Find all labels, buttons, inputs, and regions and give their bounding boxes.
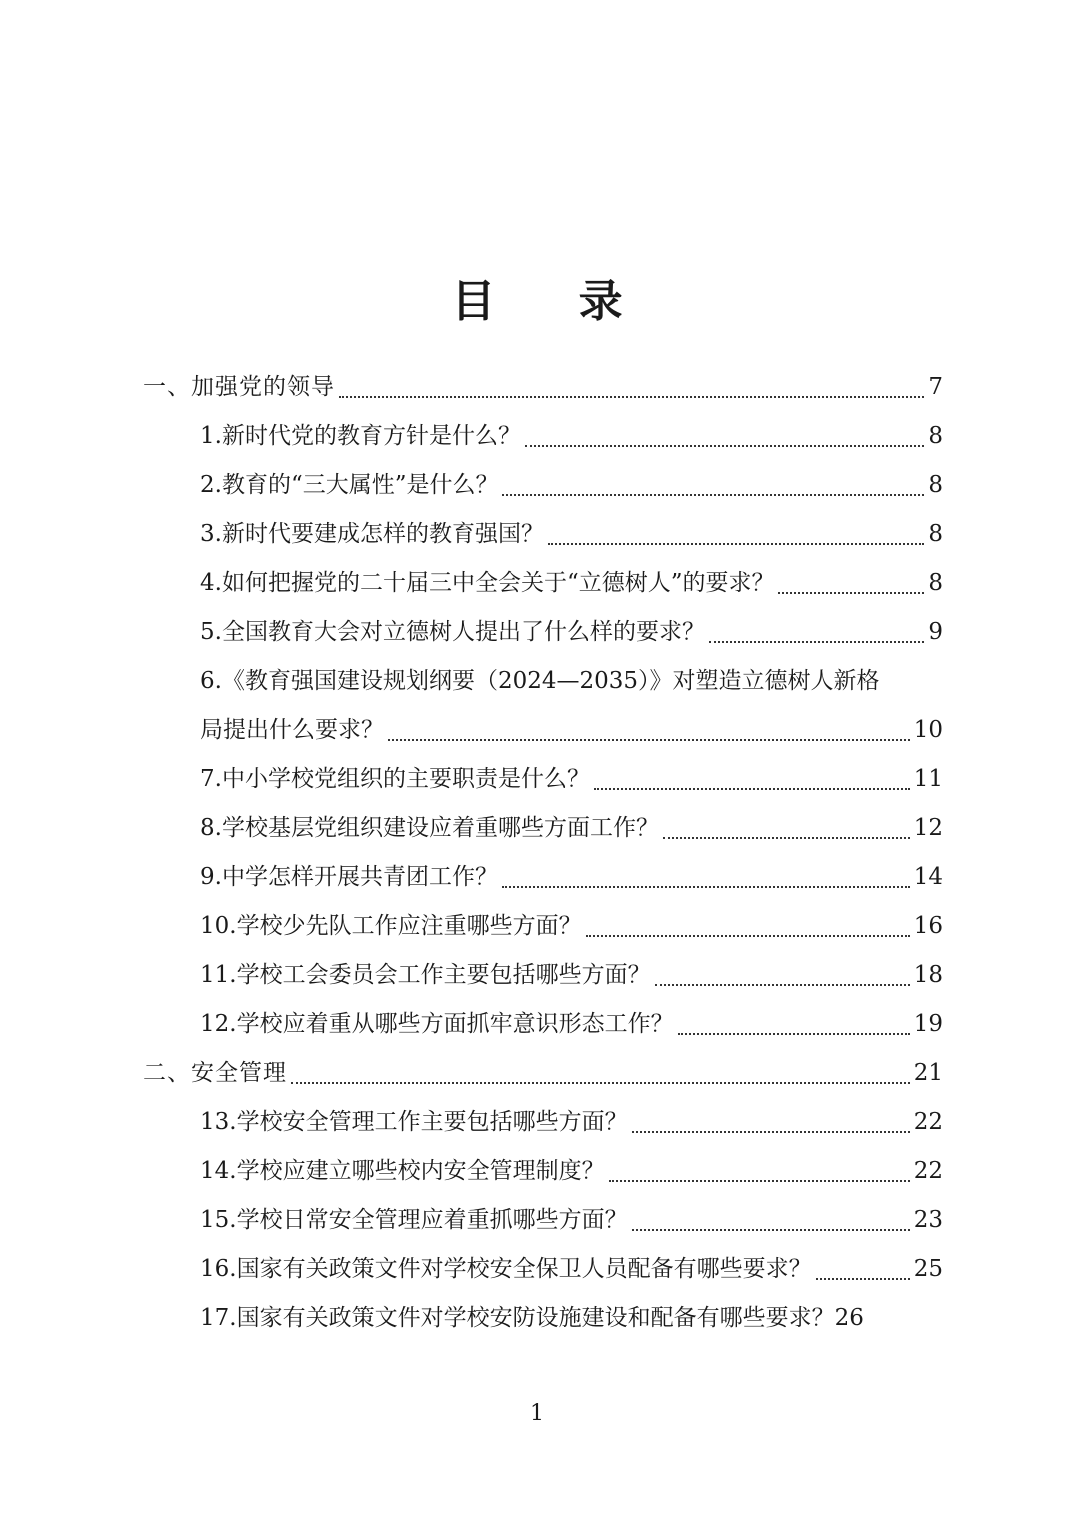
toc-page: 25 — [913, 1256, 943, 1282]
toc-leader — [678, 1001, 910, 1047]
toc-page: 8 — [928, 570, 943, 596]
toc-page: 7 — [928, 374, 943, 400]
toc-label: 4.如何把握党的二十届三中全会关于“立德树人”的要求？ — [200, 570, 775, 596]
toc-page: 11 — [913, 766, 943, 792]
toc-page: 8 — [928, 423, 943, 449]
toc-page: 16 — [913, 913, 943, 939]
toc-leader — [339, 364, 924, 410]
toc-item-2[interactable] — [200, 462, 943, 508]
toc-label: 6.《教育强国建设规划纲要（2024—2035）》对塑造立德树人新格 — [200, 668, 880, 694]
toc-label: 一、加强党的领导 — [143, 374, 335, 400]
toc-item-17[interactable] — [200, 1295, 943, 1341]
toc-leader — [525, 413, 924, 459]
toc-label: 3.新时代要建成怎样的教育强国？ — [200, 521, 544, 547]
toc-leader — [291, 1050, 910, 1096]
toc-label: 15.学校日常安全管理应着重抓哪些方面？ — [200, 1207, 628, 1233]
toc-section-1[interactable] — [143, 364, 943, 410]
toc-label: 10.学校少先队工作应注重哪些方面？ — [200, 913, 582, 939]
toc-leader — [609, 1148, 910, 1194]
toc-section-2[interactable] — [143, 1050, 943, 1096]
toc-page: 23 — [913, 1207, 943, 1233]
toc-item-16[interactable] — [200, 1246, 943, 1292]
toc-page: 26 — [834, 1305, 864, 1331]
toc-page: 21 — [913, 1060, 943, 1086]
toc-leader — [632, 1197, 910, 1243]
toc-item-4[interactable] — [200, 560, 943, 606]
toc-label: 9.中学怎样开展共青团工作？ — [200, 864, 498, 890]
toc-page: 22 — [913, 1158, 943, 1184]
toc-label: 7.中小学校党组织的主要职责是什么？ — [200, 766, 590, 792]
toc-leader — [632, 1099, 910, 1145]
toc-leader — [502, 854, 910, 900]
toc-item-9[interactable] — [200, 854, 943, 900]
toc-page: 9 — [928, 619, 943, 645]
toc-leader — [594, 756, 910, 802]
toc-label: 11.学校工会委员会工作主要包括哪些方面？ — [200, 962, 651, 988]
toc-item-6-line1[interactable] — [200, 658, 943, 704]
toc-item-13[interactable] — [200, 1099, 943, 1145]
toc-item-15[interactable] — [200, 1197, 943, 1243]
toc-leader — [502, 462, 924, 508]
toc-label: 14.学校应建立哪些校内安全管理制度？ — [200, 1158, 605, 1184]
toc-item-3[interactable] — [200, 511, 943, 557]
toc-leader — [655, 952, 910, 998]
page-title: 目 录 — [451, 276, 657, 327]
toc-item-5[interactable] — [200, 609, 943, 655]
toc-leader — [548, 511, 924, 557]
toc-page: 19 — [913, 1011, 943, 1037]
toc-label: 8.学校基层党组织建设应着重哪些方面工作？ — [200, 815, 659, 841]
toc-label: 二、安全管理 — [143, 1060, 287, 1086]
toc-leader — [816, 1246, 910, 1292]
toc-item-11[interactable] — [200, 952, 943, 998]
toc-label: 2.教育的“三大属性”是什么？ — [200, 472, 499, 498]
toc-leader — [663, 805, 910, 851]
toc-page: 10 — [913, 717, 943, 743]
page-number: 1 — [530, 1401, 544, 1426]
toc-item-14[interactable] — [200, 1148, 943, 1194]
toc-label: 12.学校应着重从哪些方面抓牢意识形态工作？ — [200, 1011, 674, 1037]
toc-label: 17.国家有关政策文件对学校安防设施建设和配备有哪些要求？ — [200, 1305, 835, 1331]
toc-leader — [709, 609, 924, 655]
toc-page: 22 — [913, 1109, 943, 1135]
toc-label: 1.新时代党的教育方针是什么？ — [200, 423, 521, 449]
toc-leader — [388, 707, 910, 753]
toc-page: 14 — [913, 864, 943, 890]
toc-label: 13.学校安全管理工作主要包括哪些方面？ — [200, 1109, 628, 1135]
toc-page: 8 — [928, 521, 943, 547]
toc-page: 18 — [913, 962, 943, 988]
toc-page: 12 — [913, 815, 943, 841]
toc-label: 5.全国教育大会对立德树人提出了什么样的要求？ — [200, 619, 705, 645]
toc-leader — [778, 560, 924, 606]
toc-item-10[interactable] — [200, 903, 943, 949]
toc-item-1[interactable] — [200, 413, 943, 459]
toc-page: 8 — [928, 472, 943, 498]
toc-leader — [586, 903, 910, 949]
toc-item-8[interactable] — [200, 805, 943, 851]
toc-item-12[interactable] — [200, 1001, 943, 1047]
toc-item-7[interactable] — [200, 756, 943, 802]
toc-item-6-line2[interactable] — [200, 707, 943, 753]
toc-label: 局提出什么要求？ — [200, 717, 384, 743]
toc-label: 16.国家有关政策文件对学校安全保卫人员配备有哪些要求？ — [200, 1256, 812, 1282]
